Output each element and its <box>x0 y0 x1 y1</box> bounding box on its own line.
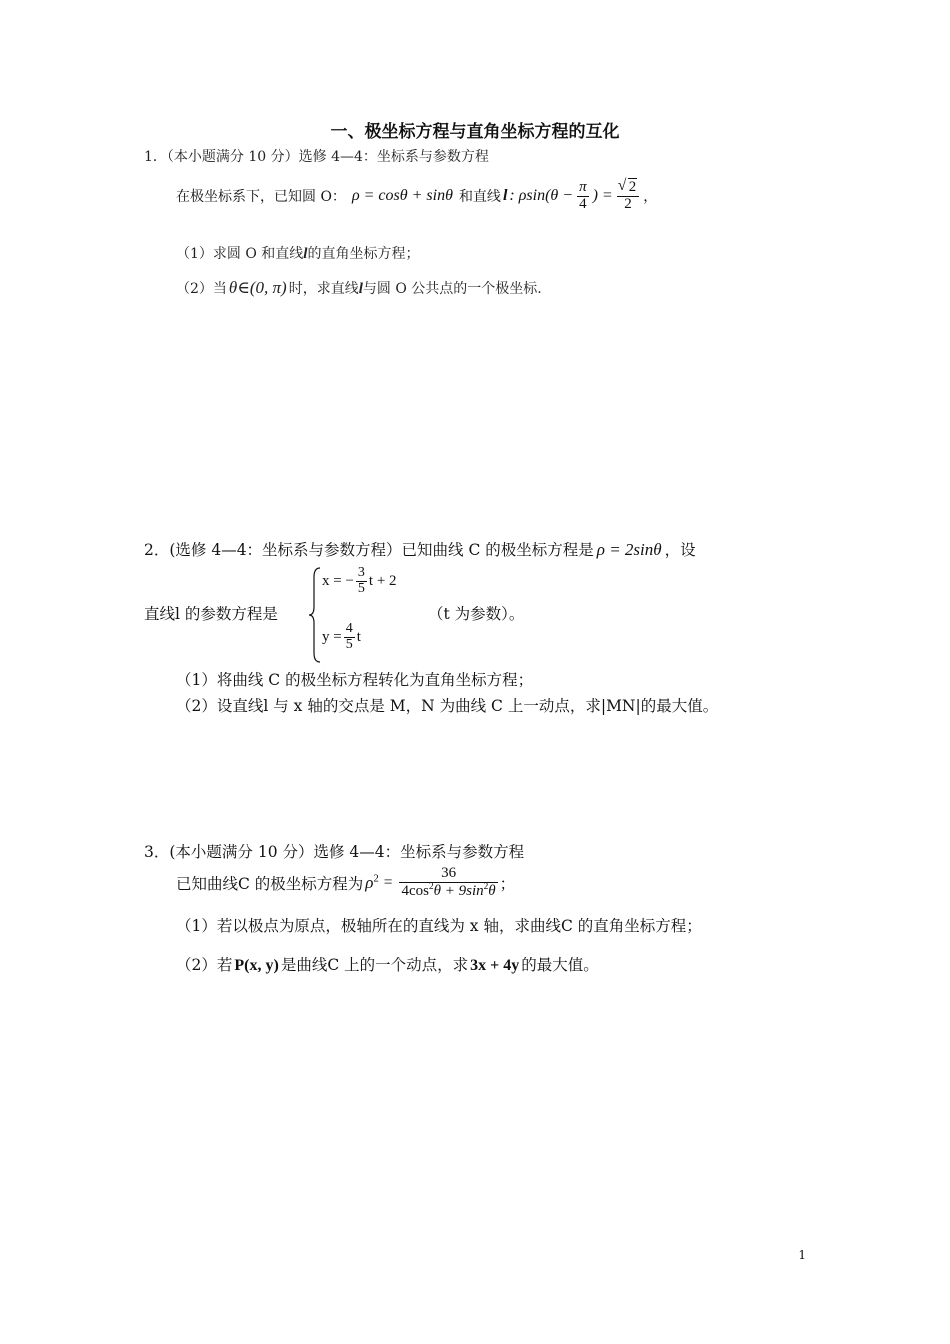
q1-part1-pre: （1）求圆 O 和直线 <box>176 246 304 262</box>
q2-y-pre: y = <box>322 628 342 645</box>
q1-part2 <box>176 278 542 298</box>
q2-header-pre: 2．(选修 4—4：坐标系与参数方程）已知曲线 C 的极坐标方程是 <box>144 541 594 559</box>
q1-part2-pre: （2）当 <box>176 281 227 297</box>
q3-part2 <box>176 953 599 975</box>
q3-lhs-sup: 2 <box>373 873 379 885</box>
q3-frac-den <box>399 883 497 900</box>
q3-part2-pre: （2）若 <box>176 956 233 974</box>
q3-part2-point: P(x, y) <box>234 957 279 974</box>
q1-part1 <box>176 243 419 263</box>
q3-header: 3．(本小题满分 10 分）选修 4—4：坐标系与参数方程 <box>144 843 525 861</box>
q1-part2-var: l <box>358 281 363 297</box>
q3-stem-pre: 已知曲线C 的极坐标方程为 <box>176 874 364 893</box>
q3-den-a: 4cos <box>401 882 429 899</box>
q3-part2-expression: 3x + 4y <box>470 957 520 974</box>
q3-den-b: θ + 9sin <box>433 882 484 899</box>
page-number: 1 <box>798 1248 806 1262</box>
q1-fraction-sqrt2-over-2 <box>617 180 640 213</box>
q1-line-equation-eq: ) = <box>592 187 613 205</box>
q1-stem-prefix: 在极坐标系下，已知圆 O： <box>176 189 346 206</box>
q3-lhs <box>365 873 378 893</box>
q2-part2: （2）设直线l 与 x 轴的交点是 M，N 为曲线 C 上一动点，求|MN|的最大值。 <box>176 697 719 715</box>
q1-part2-mid: 时，求直线 <box>288 281 359 297</box>
q2-part1: （1）将曲线 C 的极坐标方程转化为直角坐标方程； <box>176 671 534 689</box>
q2-y-frac-den: 5 <box>345 636 353 652</box>
q2-x-fraction <box>356 566 367 596</box>
q1-stem <box>176 180 657 213</box>
q3-den-b-sup: 2 <box>483 881 489 892</box>
q3-part1: （1）若以极点为原点，极轴所在的直线为 x 轴，求曲线C 的直角坐标方程； <box>176 917 702 935</box>
q2-header <box>144 538 696 560</box>
q1-stem-end: ， <box>643 189 658 206</box>
q1-frac-pi-den: 4 <box>579 195 587 212</box>
q3-den-c: θ <box>488 882 496 899</box>
q1-frac-pi-num: π <box>579 179 587 195</box>
q1-part2-post: 与圆 O 公共点的一个极坐标. <box>362 281 542 297</box>
q3-part2-mid: 是曲线C 上的一个动点，求 <box>280 956 469 974</box>
q1-header: 1．（本小题满分 10 分）选修 4—4：坐标系与参数方程 <box>144 149 489 165</box>
q1-stem-mid: 和直线 <box>458 189 501 206</box>
q2-polar-equation: ρ = 2sinθ <box>596 540 662 559</box>
q2-x-frac-num: 3 <box>357 565 365 580</box>
q2-param-note: （t 为参数）。 <box>428 605 525 623</box>
q3-stem-end: ； <box>499 874 516 893</box>
q2-system-brace <box>308 567 322 663</box>
q2-x-equation <box>322 566 397 596</box>
q1-frac-sqrt2-den: 2 <box>624 195 632 212</box>
q3-fraction <box>399 866 497 900</box>
q2-y-equation <box>322 622 361 652</box>
q3-frac-num: 36 <box>399 866 497 883</box>
page-title: 一、极坐标方程与直角坐标方程的互化 <box>330 122 620 142</box>
q2-x-post: t + 2 <box>368 572 397 589</box>
q1-circle-equation: ρ = cosθ + sinθ <box>351 187 453 205</box>
q3-stem <box>176 866 515 900</box>
q1-frac-sqrt2-num: 2 <box>628 179 637 195</box>
q2-y-frac-num: 4 <box>345 621 353 636</box>
q2-line-label: 直线l 的参数方程是 <box>144 605 278 623</box>
q3-den-a-sup: 2 <box>428 881 434 892</box>
q2-header-post: ，设 <box>664 541 696 559</box>
q1-part1-var: l <box>303 246 308 262</box>
q1-fraction-pi-over-4 <box>577 180 589 213</box>
q3-equals: = <box>383 873 393 891</box>
q3-lhs-rho: ρ <box>365 872 374 892</box>
q2-y-post: t <box>356 628 361 645</box>
q3-part2-post: 的最大值。 <box>521 956 599 974</box>
q1-part1-post: 的直角坐标方程； <box>307 246 420 262</box>
q1-sqrt-symbol <box>619 180 638 196</box>
q2-x-frac-den: 5 <box>357 580 365 596</box>
q2-y-fraction <box>344 622 355 652</box>
q1-line-name: l <box>502 187 508 205</box>
q1-line-equation-left: : ρsin(θ − <box>509 187 574 205</box>
q1-part2-condition: θ∈(0, π) <box>228 278 287 297</box>
q2-x-pre: x = − <box>322 572 354 589</box>
